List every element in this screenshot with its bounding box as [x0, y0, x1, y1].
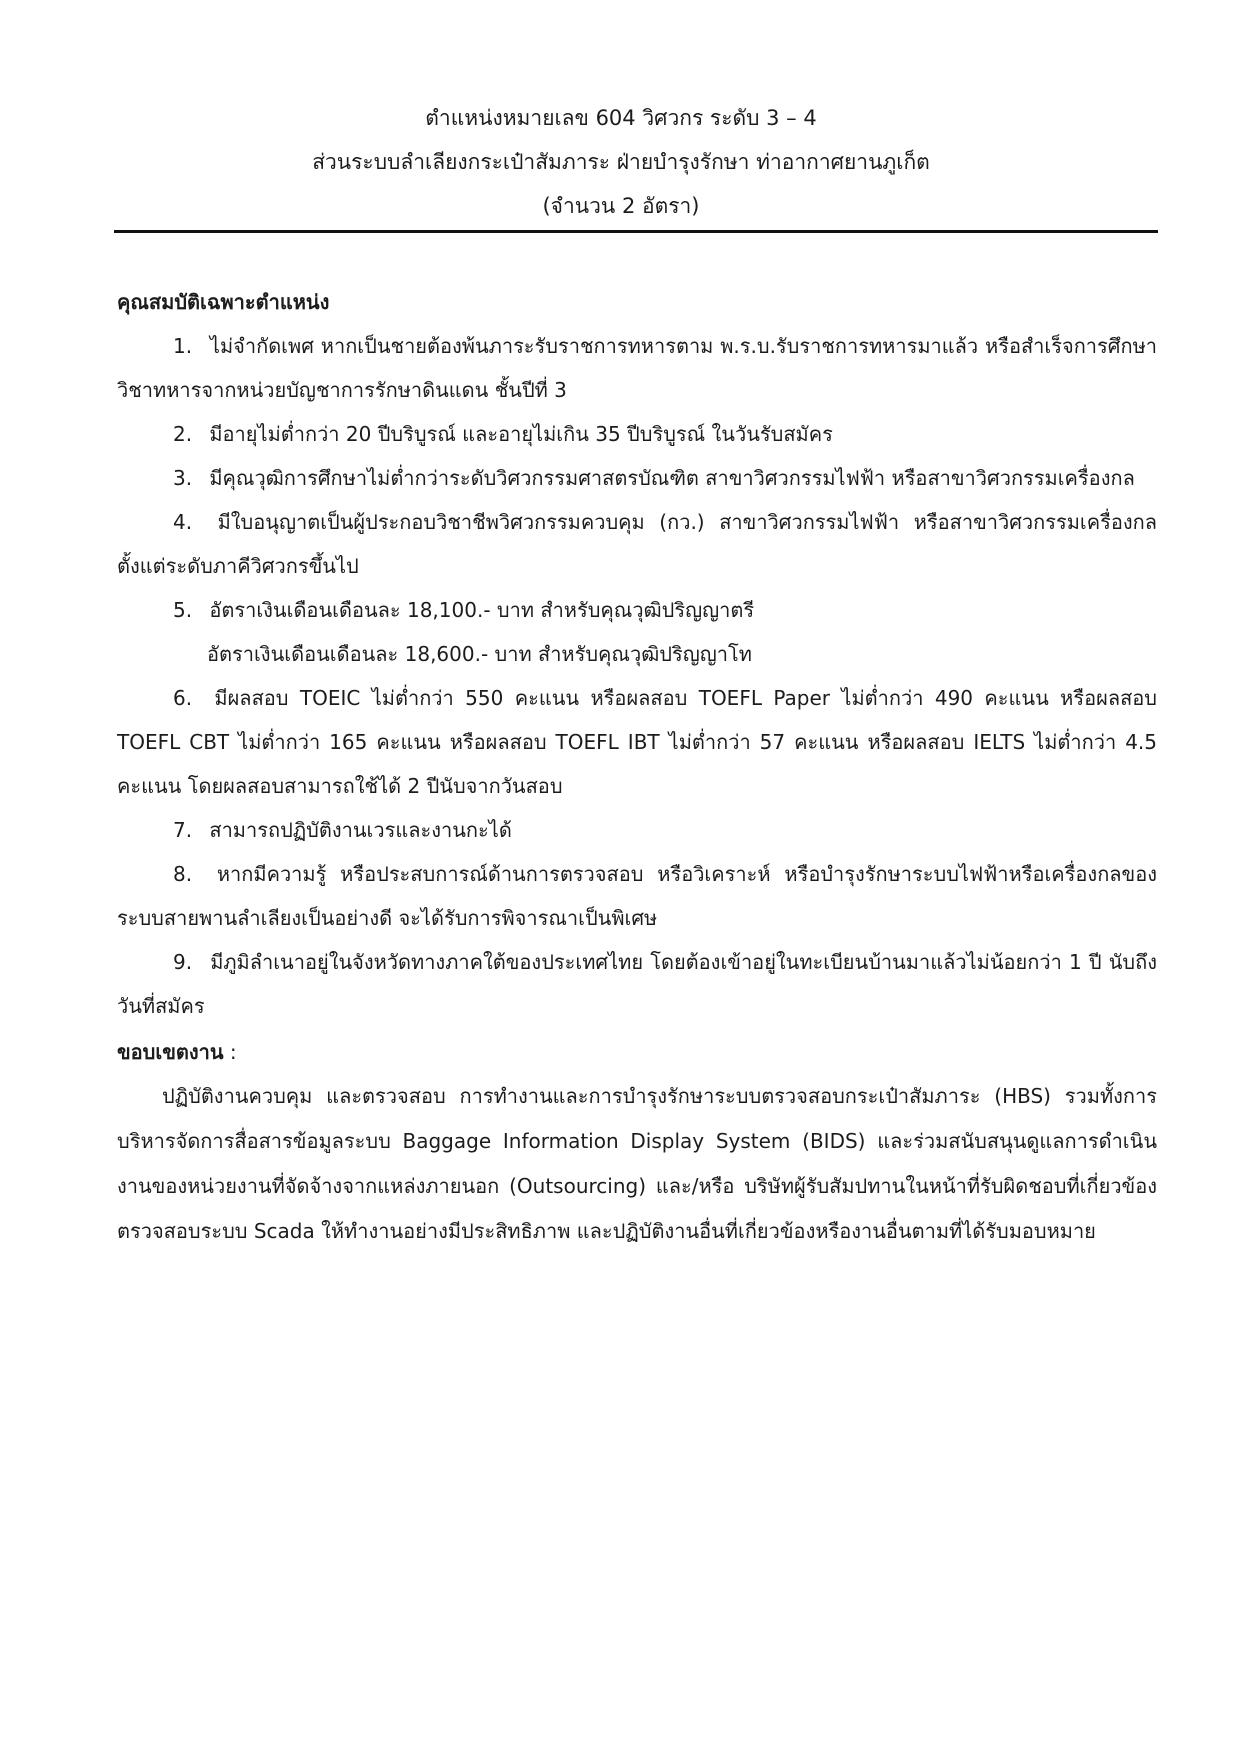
- header-divider: [114, 230, 1158, 233]
- item-number: 1.: [173, 334, 193, 358]
- item-text: อัตราเงินเดือนเดือนละ 18,600.- บาท สำหรับคุณวุฒิปริญญาโท: [207, 642, 752, 666]
- item-text: มีใบอนุญาตเป็นผู้ประกอบวิชาชีพวิศวกรรมควบคุม (กว.) สาขาวิศวกรรมไฟฟ้า หรือสาขาวิศวกรรมเครื่องกล ตั้งแต่ระดับภาคีวิศวกรขึ้นไป: [117, 510, 1158, 578]
- scope-heading-row: [117, 1030, 1157, 1074]
- department-title: ส่วนระบบลำเลียงกระเป๋าสัมภาระ ฝ่ายบำรุงรักษา ท่าอากาศยานภูเก็ต: [312, 150, 930, 174]
- qualification-item-9: [117, 940, 1157, 1028]
- document-header: [0, 96, 1242, 228]
- item-text: มีคุณวุฒิการศึกษาไม่ต่ำกว่าระดับวิศวกรรมศาสตรบัณฑิต สาขาวิศวกรรมไฟฟ้า หรือสาขาวิศวกรรมเครื่องกล: [209, 466, 1135, 490]
- qualification-item-7: [117, 808, 1157, 852]
- item-number: 4.: [173, 510, 193, 534]
- qualification-item-5-continued: [117, 632, 1157, 676]
- item-number: 6.: [173, 686, 193, 710]
- qualification-item-8: [117, 852, 1157, 940]
- position-title: ตำแหน่งหมายเลข 604 วิศวกร ระดับ 3 – 4: [425, 106, 817, 130]
- qualification-item-6: [117, 676, 1157, 808]
- item-text: มีผลสอบ TOEIC ไม่ต่ำกว่า 550 คะแนน หรือผลสอบ TOEFL Paper ไม่ต่ำกว่า 490 คะแนน หรือผลสอบ TOEFL CBT ไม่ต่ำกว่า 165 คะแนน หรือผลสอบ TOEFL IBT ไม่ต่ำกว่า 57 คะแนน หรือผลสอบ IELTS ไม่ต่ำกว่า 4.5 คะแนน โดยผลสอบสามารถใช้ได้ 2 ปีนับจากวันสอบ: [117, 686, 1157, 798]
- scope-heading-colon: :: [223, 1040, 237, 1064]
- item-number: 7.: [173, 818, 193, 842]
- qualification-item-2: [117, 412, 1157, 456]
- qualification-item-4: [117, 500, 1157, 588]
- qualifications-heading: คุณสมบัติเฉพาะตำแหน่ง: [117, 290, 330, 314]
- document-body: [117, 280, 1157, 1254]
- item-number: 3.: [173, 466, 193, 490]
- item-text: มีภูมิลำเนาอยู่ในจังหวัดทางภาคใต้ของประเทศไทย โดยต้องเข้าอยู่ในทะเบียนบ้านมาแล้วไม่น้อยกว่า 1 ปี นับถึงวันที่สมัคร: [117, 950, 1158, 1018]
- item-number: 5.: [173, 598, 193, 622]
- qualification-item-5: [117, 588, 1157, 632]
- qualification-item-1: [117, 324, 1157, 412]
- item-text: หากมีความรู้ หรือประสบการณ์ด้านการตรวจสอบ หรือวิเคราะห์ หรือบำรุงรักษาระบบไฟฟ้าหรือเครื่องกลของระบบสายพานลำเลียงเป็นอย่างดี จะได้รับการพิจารณาเป็นพิเศษ: [117, 862, 1158, 930]
- item-text: สามารถปฏิบัติงานเวรและงานกะได้: [209, 818, 512, 842]
- item-text: มีอายุไม่ต่ำกว่า 20 ปีบริบูรณ์ และอายุไม่เกิน 35 ปีบริบูรณ์ ในวันรับสมัคร: [209, 422, 833, 446]
- scope-heading: ขอบเขตงาน: [117, 1040, 224, 1064]
- scope-paragraph: ปฏิบัติงานควบคุม และตรวจสอบ การทำงานและการบำรุงรักษาระบบตรวจสอบกระเป๋าสัมภาระ (HBS) รวมทั้งการบริหารจัดการสื่อสารข้อมูลระบบ Baggage Information Display System (BIDS) และร่วมสนับสนุนดูแลการดำเนินงานของหน่วยงานที่จัดจ้างจากแหล่งภายนอก (Outsourcing) และ/หรือ บริษัทผู้รับสัมปทานในหน้าที่รับผิดชอบที่เกี่ยวข้อง ตรวจสอบระบบ Scada ให้ทำงานอย่างมีประสิทธิภาพ และปฏิบัติงานอื่นที่เกี่ยวข้องหรืองานอื่นตามที่ได้รับมอบหมาย: [117, 1084, 1157, 1243]
- qualification-item-3: [117, 456, 1157, 500]
- item-text: อัตราเงินเดือนเดือนละ 18,100.- บาท สำหรับคุณวุฒิปริญญาตรี: [209, 598, 755, 622]
- item-number: 9.: [173, 950, 193, 974]
- item-number: 2.: [173, 422, 193, 446]
- item-text: ไม่จำกัดเพศ หากเป็นชายต้องพ้นภาระรับราชการทหารตาม พ.ร.บ.รับราชการทหารมาแล้ว หรือสำเร็จการศึกษาวิชาทหารจากหน่วยบัญชาการรักษาดินแดน ชั้นปีที่ 3: [117, 334, 1157, 402]
- item-number: 8.: [173, 862, 193, 886]
- vacancy-count: (จำนวน 2 อัตรา): [542, 194, 700, 218]
